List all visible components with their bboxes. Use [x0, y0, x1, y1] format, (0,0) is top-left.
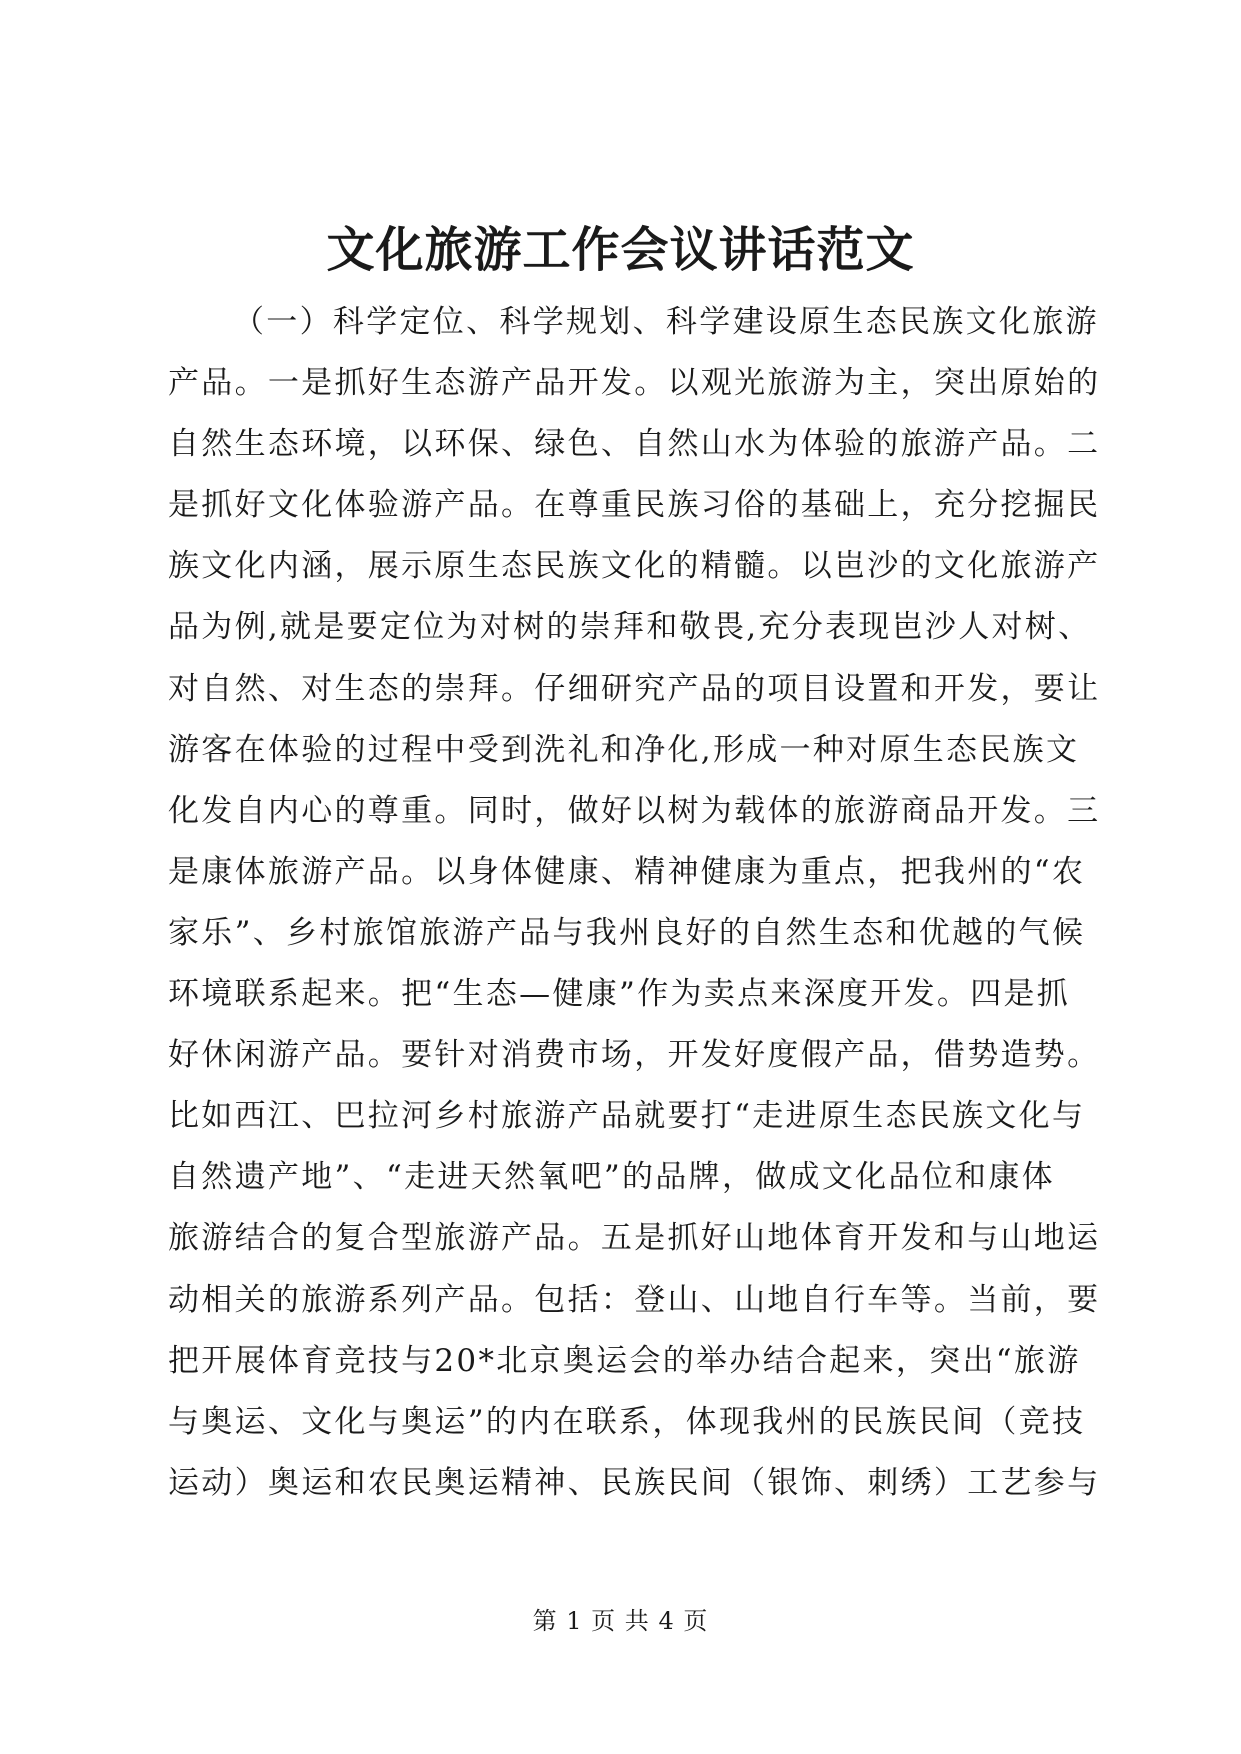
document-title: 文化旅游工作会议讲话范文	[326, 222, 915, 278]
body-line: 环境联系起来。把“生态—健康”作为卖点来深度开发。四是抓	[168, 976, 1071, 1013]
body-line: 产品。一是抓好生态游产品开发。以观光旅游为主，突出原始的	[168, 365, 1101, 402]
body-line: 自然生态环境，以环保、绿色、自然山水为体验的旅游产品。二	[168, 426, 1101, 463]
body-line: 比如西江、巴拉河乡村旅游产品就要打“走进原生态民族文化与	[168, 1098, 1086, 1135]
body-line: 动相关的旅游系列产品。包括：登山、山地自行车等。当前，要	[168, 1281, 1101, 1318]
body-line: 游客在体验的过程中受到洗礼和净化,形成一种对原生态民族文	[168, 731, 1080, 768]
document-body	[168, 292, 1101, 1514]
body-line: 对自然、对生态的崇拜。仔细研究产品的项目设置和开发，要让	[168, 670, 1101, 707]
body-line: 是抓好文化体验游产品。在尊重民族习俗的基础上，充分挖掘民	[168, 487, 1101, 524]
body-line: 家乐”、乡村旅馆旅游产品与我州良好的自然生态和优越的气候	[168, 914, 1086, 951]
body-line: 旅游结合的复合型旅游产品。五是抓好山地体育开发和与山地运	[168, 1220, 1101, 1257]
body-line: 自然遗产地”、“走进天然氧吧”的品牌，做成文化品位和康体	[168, 1159, 1055, 1196]
body-line: 族文化内涵，展示原生态民族文化的精髓。以岜沙的文化旅游产	[168, 548, 1101, 585]
body-line: 是康体旅游产品。以身体健康、精神健康为重点，把我州的“农	[168, 853, 1086, 890]
body-line: 化发自内心的尊重。同时，做好以树为载体的旅游商品开发。三	[168, 792, 1101, 829]
body-line: （一）科学定位、科学规划、科学建设原生态民族文化旅游	[233, 304, 1099, 340]
body-line: 品为例,就是要定位为对树的崇拜和敬畏,充分表现岜沙人对树、	[168, 609, 1092, 646]
body-line: 运动）奥运和农民奥运精神、民族民间（银饰、刺绣）工艺参与	[168, 1464, 1101, 1501]
body-line: 与奥运、文化与奥运”的内在联系，体现我州的民族民间（竞技	[168, 1403, 1086, 1440]
body-line: 把开展体育竞技与20*北京奥运会的举办结合起来，突出“旅游	[168, 1342, 1081, 1379]
page-indicator: 第 1 页 共 4 页	[532, 1607, 709, 1635]
body-line: 好休闲游产品。要针对消费市场，开发好度假产品，借势造势。	[168, 1037, 1101, 1074]
